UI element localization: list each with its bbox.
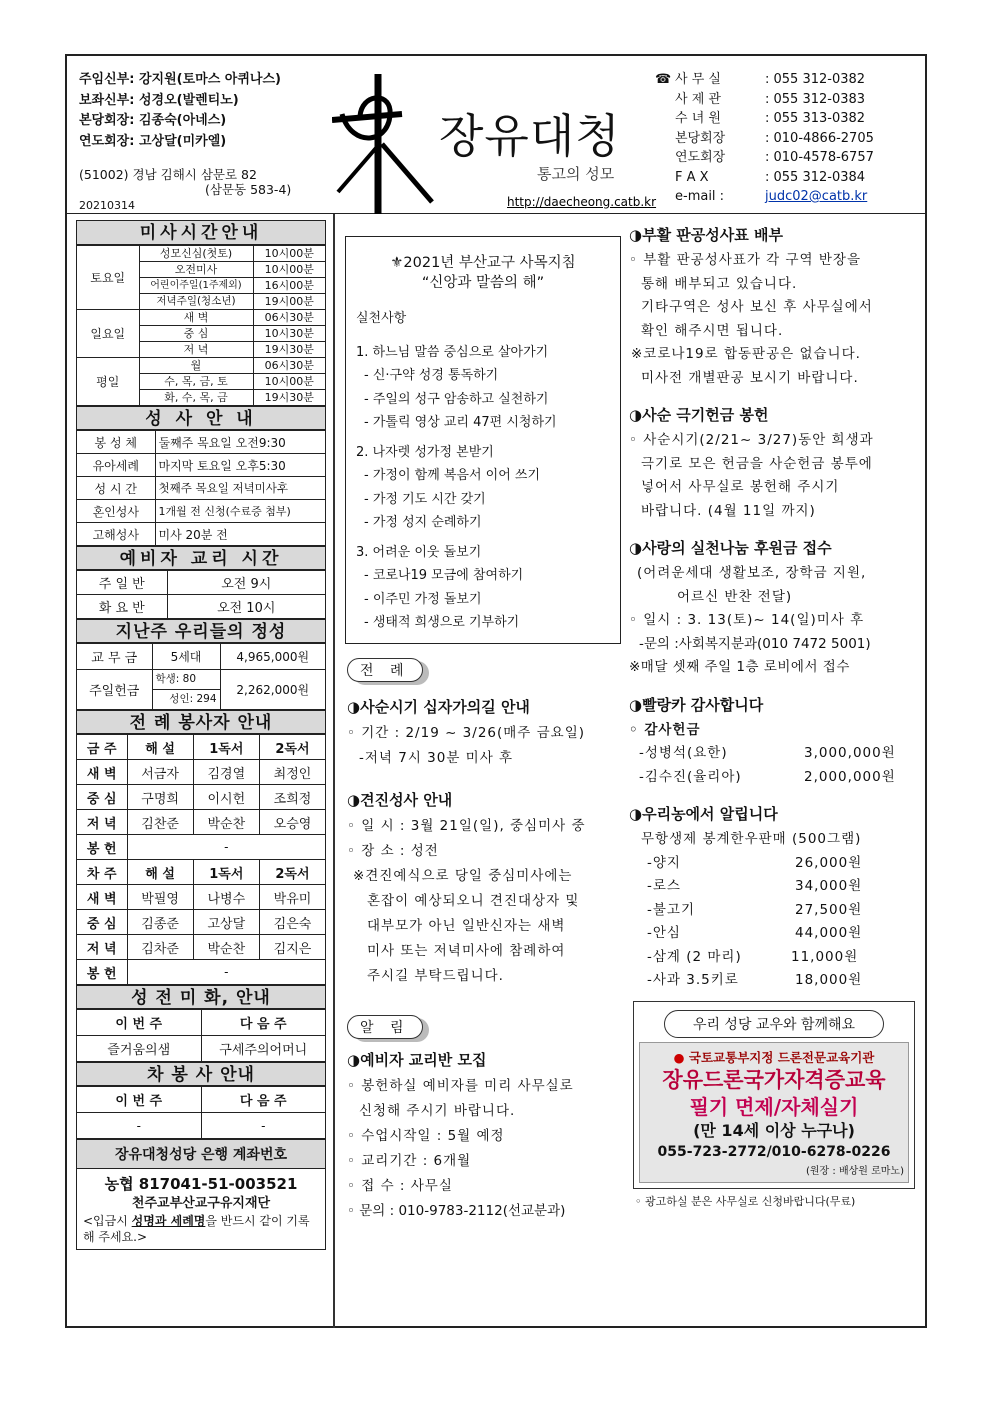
charity-donation-title: ◑사랑의 실천나눔 후원금 접수 [629,539,832,557]
practice-item: - 주일의 성구 암송하고 실천하기 [364,391,549,407]
contact-label: 수 녀 원 [675,111,721,126]
offering-amount: 4,965,000원 [220,644,325,670]
bank-note-bold: 성명과 세례명 [131,1214,206,1228]
notice-line: 대부모가 아닌 일반신자는 새벽 [367,917,566,934]
product-price: 26,000원 [795,854,863,871]
volunteer-name: 박순찬 [193,810,259,835]
bank-account: 농협 817041-51-003521 [104,1175,298,1193]
mass-label: 새 벽 [77,885,127,910]
donor-name: -김수진(율리아) [639,768,742,785]
ad-line2: 장유드론국가자격증교육 [662,1067,886,1092]
pastoral-title-text: 2021년 부산교구 사목지침 [403,255,576,271]
practice-item: - 생태적 희생으로 기부하기 [364,615,520,630]
staff-list [79,70,281,152]
mass-time: 10시00분 [253,262,325,278]
mass-name: 저녁주일(청소년) [139,294,253,310]
price-row [629,922,919,946]
announcement-section [347,1015,625,1224]
offering-heading: 지난주 우리들의 정성 [77,619,325,643]
volunteer-name: 최정인 [259,760,325,785]
product-name: -양지 [647,854,681,871]
contact-label: 연도회장 [675,150,726,165]
offering-amount: 2,262,000원 [220,670,325,710]
notice-line: ◦ 문의 : 010-9783-2112(선교분과) [347,1202,566,1219]
address-line: (51002) 경남 김해시 삼문로 82 [79,167,257,182]
ad-line3: 필기 면제/자체실기 [689,1094,859,1119]
contact-row [675,168,874,188]
mass-time: 10시00분 [253,374,325,390]
flowers-table [77,1009,325,1062]
volunteer-name: 고상달 [193,910,259,935]
tea-heading: 차 봉 사 안내 [77,1062,325,1086]
volunteer-name: 김경열 [193,760,259,785]
email-link[interactable]: judc02@catb.kr [765,189,868,204]
mass-label: 새 벽 [77,760,127,785]
product-name: -불고기 [647,901,695,918]
sacrament-value: 둘째주 목요일 오전9:30 [155,431,325,454]
contact-row [675,109,874,129]
tea-table [77,1086,325,1139]
mass-times-table [77,245,325,406]
pastoral-guideline-box [345,236,621,644]
address-line: (삼문동 583-4) [205,182,292,197]
offering-label: 교 무 금 [77,644,152,670]
mass-name: 수, 목, 금, 토 [139,374,253,390]
contact-value: : 055 312-0382 [765,72,866,87]
sacrament-value: 1개월 전 신청(수료증 첨부) [155,500,325,523]
contact-label: 사 무 실 [675,72,721,87]
column-header: 1독서 [193,860,259,885]
offering-count: 성인: 294 [152,690,220,710]
pastoral-title [356,253,610,273]
offering-count: 학생: 80 [152,670,220,690]
column-header: 해 설 [127,860,193,885]
sacrament-heading: 성 사 안 내 [77,406,325,430]
donor-name: -성병석(요한) [639,745,728,761]
contact-value: : 055 313-0382 [765,111,866,126]
korea-emblem-icon: ● [673,1049,685,1065]
volunteer-name: 이시헌 [193,785,259,810]
practice-item: - 가정이 함께 복음서 이어 쓰기 [364,468,541,483]
left-column [76,220,326,1250]
sacrament-label: 유아세례 [77,454,155,477]
liturgy-pill: 전 례 [347,658,423,682]
tea-team: - [77,1113,201,1139]
thanks-title: ◑빨랑카 감사합니다 [629,695,764,714]
notice-line: 어르신 반찬 전달) [677,588,793,605]
product-name: -로스 [647,878,681,894]
class-time: 오전 10시 [167,595,325,619]
notice-line: 미사 또는 저녁미사에 참례하여 [367,942,566,959]
notice-line: 극기로 모은 헌금을 사순헌금 봉투에 [641,455,873,472]
mass-label: 저 녁 [77,935,127,960]
mass-time: 19시00분 [253,294,325,310]
bank-note [83,1213,319,1245]
mass-name: 저 녁 [139,342,253,358]
catechumen-heading: 예비자 교리 시간 [77,546,325,570]
week-label: 금 주 [77,735,127,760]
staff-line: 본당회장: 김종숙(아네스) [79,113,227,128]
column-divider [333,214,335,1328]
offertory-value: - [127,960,325,985]
volunteer-name: 김찬준 [127,810,193,835]
mass-name: 어린이주일(1주제외) [139,278,253,294]
week-label: 다 음 주 [201,1087,325,1113]
diocese-logo-icon: ⚜ [390,255,404,271]
mass-label: 중 심 [77,785,127,810]
column-header: 2독서 [259,735,325,760]
price-row [629,852,919,876]
notice-line: ◦ 기간 : 2/19 ~ 3/26(매주 금요일) [347,724,586,741]
church-address [79,167,291,197]
week-label: 차 주 [77,860,127,885]
notice-line: 신청해 주시기 바랍니다. [359,1102,516,1119]
product-price: 34,000원 [795,878,863,894]
contact-label: 본당회장 [675,130,726,146]
notice-line: -저녁 7시 30분 미사 후 [359,749,514,766]
notice-line: ◦ 부활 판공성사표가 각 구역 반장을 [629,252,861,268]
catechumen-recruit-title: ◑예비자 교리반 모집 [347,1050,487,1069]
donor-amount: 3,000,000원 [804,745,896,761]
ad-line1-text: 국토교통부지정 드론전문교육기관 [688,1049,875,1065]
mass-label: 저 녁 [77,810,127,835]
liturgy-table [77,734,325,985]
sacrament-label: 혼인성사 [77,500,155,523]
practice-item: - 신·구약 성경 통독하기 [364,368,499,383]
mass-name: 새 벽 [139,310,253,326]
product-price: 27,500원 [795,901,863,918]
practice-item: - 가톨릭 영상 교리 47편 시청하기 [364,415,557,430]
practice-item: - 가정 성지 순례하기 [364,515,482,530]
volunteer-name: 구명희 [127,785,193,810]
donor-amount: 2,000,000원 [804,768,896,785]
volunteer-name: 박유미 [259,885,325,910]
thanks-subtitle: ◦ 감사헌금 [629,721,701,738]
ad-content [639,1042,909,1183]
staff-line: 주임신부: 강지원(토마스 아퀴나스) [79,72,281,87]
bank-info [77,1169,325,1249]
offertory-value: - [127,835,325,860]
website-link[interactable]: http://daecheong.catb.kr [507,195,657,209]
announcement-pill: 알 림 [347,1015,423,1039]
donor-row [629,766,919,790]
product-price: 11,000원 [791,948,859,965]
mass-time: 06시30분 [253,358,325,374]
contact-label: F A X [675,169,709,185]
donor-row [629,742,919,766]
tea-team: - [201,1113,325,1139]
volunteer-name: 박순찬 [193,935,259,960]
pastoral-slogan: “신앙과 말씀의 해” [421,275,545,291]
mass-name: 성모신심(첫토) [139,246,253,262]
email-label: e-mail : [675,189,725,204]
mass-time: 19시30분 [253,342,325,358]
volunteer-name: 서금자 [127,760,193,785]
notice-line: 통해 배부되고 있습니다. [641,275,798,292]
volunteer-name: 조희정 [259,785,325,810]
product-name: -사과 3.5키로 [647,972,739,988]
week-label: 다 음 주 [201,1010,325,1036]
contact-row [675,129,874,149]
bulletin-title: 장유대청 [439,109,621,163]
bank-holder: 천주교부산교구유지재단 [131,1196,271,1211]
bank-heading: 장유대청성당 은행 계좌번호 [77,1139,325,1169]
confirmation-title: ◑견진성사 안내 [347,790,453,809]
liturgy-heading: 전 례 봉사자 안내 [77,710,325,734]
product-name: -삼계 (2 마리) [647,948,742,965]
volunteer-name: 김종준 [127,910,193,935]
notice-line: -문의 :사회복지분과(010 7472 5001) [639,635,871,652]
day-label: 토요일 [77,246,139,310]
notice-line: ◦ 사순시기(2/21~ 3/27)동안 희생과 [629,432,874,448]
price-row [629,969,919,993]
notice-line: 넣어서 사무실로 봉헌해 주시기 [641,479,840,495]
column-header: 2독서 [259,860,325,885]
sacrament-value: 마지막 토요일 오후5:30 [155,454,325,477]
notice-line: 확인 해주시면 됩니다. [641,322,784,339]
practice-group: 1. 하느님 말씀 중심으로 살아가기 [356,344,549,360]
flower-team: 구세주의어머니 [201,1036,325,1062]
issue-date: 20210314 [79,199,135,212]
bulletin-page [65,54,927,1328]
offertory-label: 봉 헌 [77,960,127,985]
bank-note-text: 을 반드시 같이 기록해 주세요.> [83,1214,310,1244]
practice-group: 2. 나자렛 성가정 본받기 [356,444,494,460]
ad-header: 우리 성당 교우와 함께해요 [664,1010,884,1038]
mass-time: 16시00분 [253,278,325,294]
practice-group: 3. 어려운 이웃 돌보기 [356,544,482,560]
ad-line1 [644,1048,904,1066]
ad-director: (원장 : 배상원 로마노) [806,1165,904,1177]
woorinong-subtitle: 무항생제 봉계한우판매 (500그램) [641,831,862,847]
notice-line: ◦ 장 소 : 성전 [347,842,439,859]
contact-value: : 055 312-0383 [765,91,866,107]
practice-item: - 코로나19 모금에 참여하기 [364,568,524,583]
volunteer-name: 김차준 [127,935,193,960]
practice-item: - 이주민 가정 돌보기 [364,591,482,607]
notice-line: 주시길 부탁드립니다. [367,967,504,984]
contact-row [675,90,874,110]
catechumen-table [77,570,325,619]
mass-name: 화, 수, 목, 금 [139,390,253,406]
offertory-label: 봉 헌 [77,835,127,860]
contact-row [675,148,874,168]
notice-line: 혼잡이 예상되오니 견진대상자 및 [367,892,580,909]
flower-team: 즐거움의샘 [77,1036,201,1062]
volunteer-name: 김은숙 [259,910,325,935]
notice-line: 바랍니다. (4월 11일 까지) [641,502,816,519]
volunteer-name: 김지은 [259,935,325,960]
cross-logo-icon [332,74,442,214]
mass-name: 월 [139,358,253,374]
product-price: 18,000원 [795,972,863,988]
class-time: 오전 9시 [167,571,325,595]
offering-table [77,643,325,710]
contact-list [655,70,874,207]
day-label: 일요일 [77,310,139,358]
mass-name: 중 심 [139,326,253,342]
price-row [629,946,919,970]
mass-times-heading: 미사시간안내 [77,221,325,245]
notice-line: ※견진예식으로 당일 중심미사에는 [353,867,573,884]
column-header: 해 설 [127,735,193,760]
volunteer-name: 오승영 [259,810,325,835]
product-name: -안심 [647,925,681,941]
volunteer-name: 나병수 [193,885,259,910]
sacrament-label: 성 시 간 [77,477,155,500]
middle-column [339,220,625,1224]
woorinong-title: ◑우리농에서 알립니다 [629,805,778,823]
easter-confession-title: ◑부활 판공성사표 배부 [629,226,783,244]
notice-line: ※매달 셋째 주일 1층 로비에서 접수 [629,659,850,675]
practice-heading: 실천사항 [356,311,407,326]
notice-line: ◦ 일시 : 3. 13(토)~ 14(일)미사 후 [629,612,865,628]
ad-note: ◦ 광고하실 분은 사무실로 신청바랍니다(무료) [635,1194,856,1208]
contact-row [675,70,874,90]
mass-time: 10시00분 [253,246,325,262]
sacrament-value: 첫째주 목요일 저녁미사후 [155,477,325,500]
offering-label: 주일헌금 [77,670,152,710]
contact-value: : 010-4578-6757 [765,150,874,165]
column-header: 1독서 [193,735,259,760]
sacrament-table [77,430,325,546]
notice-line: ◦ 접 수 : 사무실 [347,1177,453,1194]
contact-value: : 010-4866-2705 [765,130,874,146]
bulletin-header [67,56,925,214]
contact-label: 사 제 관 [675,91,721,107]
product-price: 44,000원 [795,925,863,941]
notice-line: (어려운세대 생활보조, 장학금 지원, [637,565,867,581]
notice-line: ◦ 일 시 : 3월 21일(일), 중심미사 중 [347,817,586,834]
ad-line4: (만 14세 이상 누구나) [693,1120,855,1140]
way-of-cross-title: ◑사순시기 십자가의길 안내 [347,697,530,716]
offering-count: 5세대 [152,644,220,670]
price-row [629,875,919,899]
mass-label: 중 심 [77,910,127,935]
contact-value: : 055 312-0384 [765,169,866,185]
notice-line: 미사전 개별판공 보시기 바랍니다. [641,369,859,386]
sacrament-value: 미사 20분 전 [155,523,325,546]
staff-line: 연도회장: 고상달(미카엘) [79,133,227,149]
price-row [629,899,919,923]
week-label: 이 번 주 [77,1087,201,1113]
volunteer-name: 박필영 [127,885,193,910]
staff-line: 보좌신부: 성경오(발렌티노) [79,92,239,108]
lent-offering-title: ◑사순 극기헌금 봉헌 [629,406,769,424]
flowers-heading: 성 전 미 화, 안내 [77,985,325,1009]
mass-time: 19시30분 [253,390,325,406]
contact-row [675,187,874,207]
day-label: 평일 [77,358,139,406]
mass-time: 06시30분 [253,310,325,326]
drone-ad-box [633,1001,915,1189]
sacrament-label: 고해성사 [77,523,155,546]
bulletin-subtitle: 통고의 성모 [537,165,615,183]
phone-icon: ☎ [655,72,672,87]
liturgy-notice-section [347,658,625,989]
practice-item: - 가정 기도 시간 갖기 [364,491,486,507]
mass-name: 오전미사 [139,262,253,278]
notice-line: ◦ 봉헌하실 예비자를 미리 사무실로 [347,1077,574,1094]
mass-time: 10시30분 [253,326,325,342]
right-column [629,220,919,1209]
bank-note-text: <입금시 [83,1214,132,1228]
notice-line: ※코로나19로 합동판공은 없습니다. [631,346,861,362]
ad-phone: 055-723-2772/010-6278-0226 [657,1143,891,1160]
class-label: 주 일 반 [77,571,167,595]
notice-line: ◦ 수업시작일 : 5월 예정 [347,1127,505,1144]
week-label: 이 번 주 [77,1010,201,1036]
notice-line: 기타구역은 성사 보신 후 사무실에서 [641,299,873,315]
notice-line: ◦ 교리기간 : 6개월 [347,1152,472,1169]
class-label: 화 요 반 [77,595,167,619]
sacrament-label: 봉 성 체 [77,431,155,454]
